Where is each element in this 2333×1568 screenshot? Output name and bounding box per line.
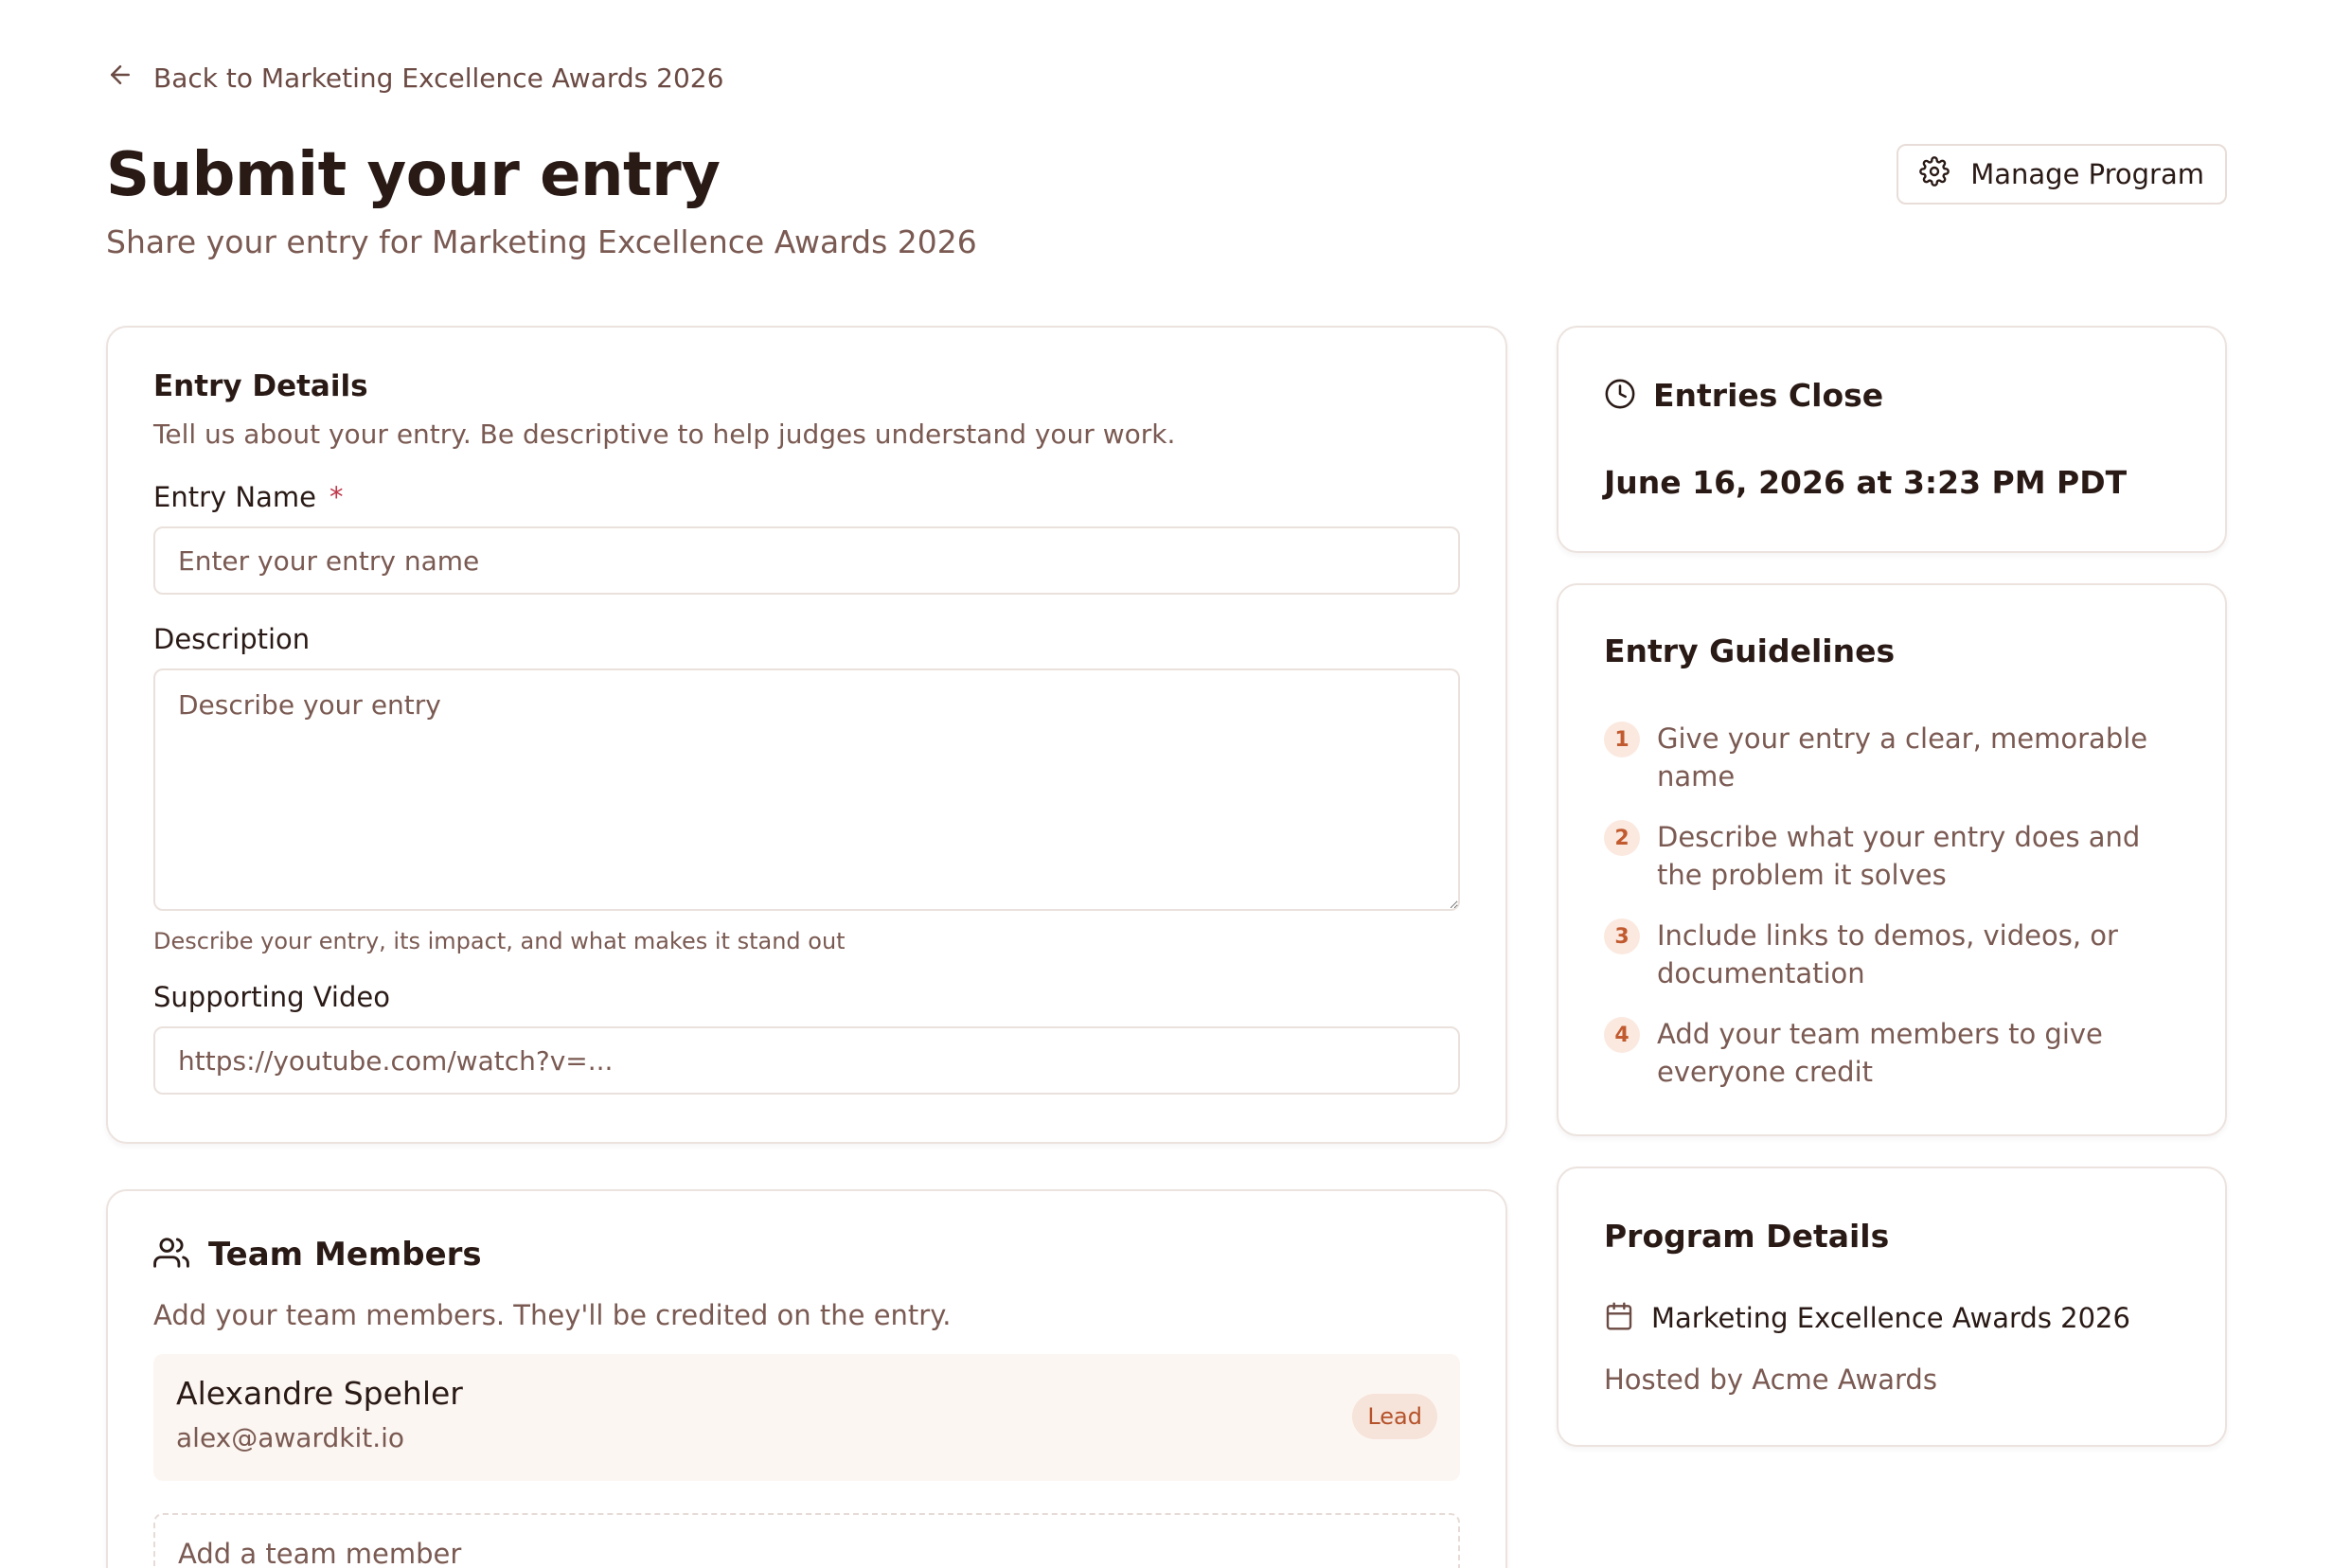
guideline-number: 3 <box>1604 918 1640 954</box>
required-marker: * <box>329 481 344 513</box>
add-team-member-button[interactable] <box>153 1513 1460 1568</box>
deadline-value: June 16, 2026 at 3:23 PM PDT <box>1604 464 2128 501</box>
guideline-number: 1 <box>1604 722 1640 757</box>
guideline-item <box>1604 917 2191 992</box>
team-members-card <box>106 1189 1507 1568</box>
program-name: Marketing Excellence Awards 2026 <box>1651 1302 2130 1334</box>
manage-program-label: Manage Program <box>1970 158 2204 190</box>
team-members-heading: Team Members <box>208 1236 482 1274</box>
description-textarea[interactable] <box>153 668 1460 911</box>
program-host: Hosted by Acme Awards <box>1604 1363 1937 1396</box>
guideline-text: Describe what your entry does and the problem it solves <box>1657 821 2141 891</box>
guideline-text: Add your team members to give everyone credit <box>1657 1018 2103 1088</box>
manage-program-button[interactable] <box>1897 144 2227 205</box>
page-title: Submit your entry <box>106 140 721 210</box>
guideline-item <box>1604 1015 2191 1091</box>
program-details-heading: Program Details <box>1604 1218 1890 1255</box>
guideline-text: Include links to demos, videos, or documentation <box>1657 919 2118 989</box>
entry-details-heading: Entry Details <box>153 369 368 403</box>
users-icon <box>153 1235 189 1274</box>
guideline-item <box>1604 818 2191 894</box>
guideline-item <box>1604 720 2191 795</box>
entry-name-input[interactable] <box>153 526 1460 595</box>
description-hint: Describe your entry, its impact, and what makes it stand out <box>153 928 846 954</box>
entries-close-card <box>1557 326 2227 553</box>
team-members-description: Add your team members. They'll be credited on the entry. <box>153 1299 952 1331</box>
gear-icon <box>1919 156 1950 193</box>
entry-name-label-text: Entry Name <box>153 481 316 513</box>
team-members-header <box>153 1235 482 1274</box>
team-member-row <box>153 1354 1460 1481</box>
entry-details-description: Tell us about your entry. Be descriptive to help judges understand your work. <box>153 419 1176 450</box>
entry-name-label <box>153 481 343 513</box>
clock-icon <box>1604 378 1636 414</box>
guideline-number: 4 <box>1604 1017 1640 1053</box>
program-name-row <box>1604 1301 2130 1335</box>
supporting-video-label: Supporting Video <box>153 981 390 1013</box>
arrow-left-icon <box>106 61 134 96</box>
entries-close-heading: Entries Close <box>1653 377 1884 414</box>
entry-guidelines-heading: Entry Guidelines <box>1604 633 1896 669</box>
guideline-number: 2 <box>1604 820 1640 856</box>
description-label: Description <box>153 623 311 655</box>
entry-guidelines-card <box>1557 583 2227 1136</box>
member-email: alex@awardkit.io <box>176 1422 405 1453</box>
lead-badge: Lead <box>1352 1394 1437 1439</box>
entries-close-header <box>1604 377 1883 414</box>
entry-details-card <box>106 326 1507 1144</box>
add-team-member-label: Add a team member <box>178 1538 462 1568</box>
page-subtitle: Share your entry for Marketing Excellence Awards 2026 <box>106 223 977 260</box>
member-name: Alexandre Spehler <box>176 1375 463 1412</box>
back-link[interactable] <box>106 61 723 96</box>
back-link-label: Back to Marketing Excellence Awards 2026 <box>153 62 724 94</box>
calendar-icon <box>1604 1301 1634 1335</box>
supporting-video-input[interactable] <box>153 1026 1460 1095</box>
page <box>106 0 2227 1568</box>
guideline-text: Give your entry a clear, memorable name <box>1657 722 2148 793</box>
program-details-card <box>1557 1167 2227 1447</box>
